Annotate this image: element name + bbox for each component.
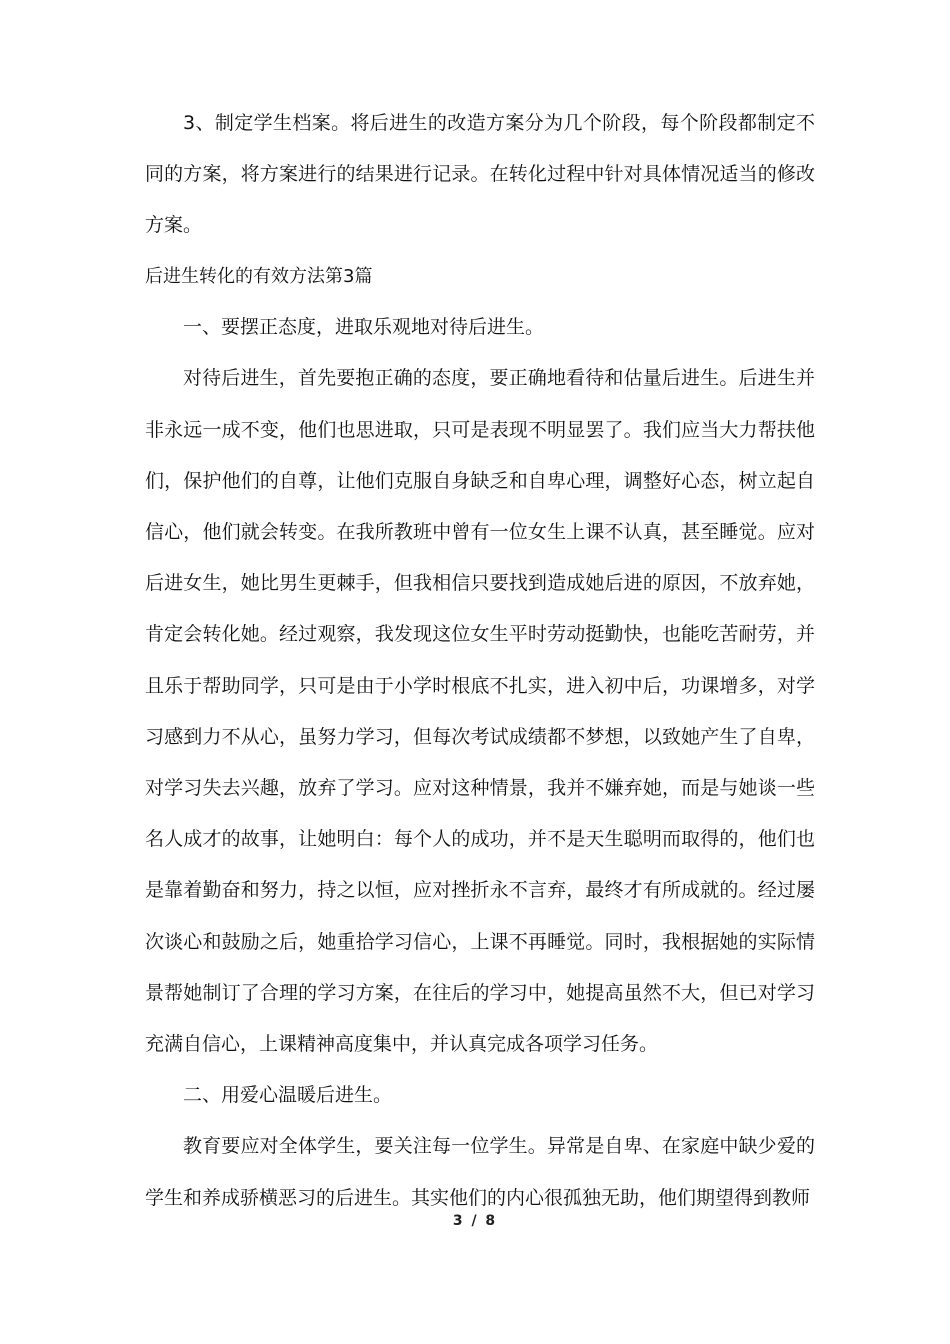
paragraph-love: 教育要应对全体学生，要关注每一位学生。异常是自卑、在家庭中缺少爱的学生和养成骄横恶习的后进生。其实他们的内心很孤独无助，他们期望得到教师 bbox=[145, 1135, 815, 1209]
section-heading: 后进生转化的有效方法第3篇 bbox=[145, 266, 373, 287]
paragraph-student-files: 3、制定学生档案。将后进生的改造方案分为几个阶段，每个阶段都制定不同的方案，将方案进行的结果进行记录。在转化过程中针对具体情况适当的修改方案。 bbox=[145, 112, 815, 237]
paragraph-attitude: 对待后进生，首先要抱正确的态度，要正确地看待和估量后进生。后进生并非永远一成不变，他们也思进取，只可是表现不明显罢了。我们应当大力帮扶他们，保护他们的自尊，让他们克服自身缺乏和自卑心理，调整好心态，树立起自信心，他们就会转变。在我所教班中曾有一位女生上课不认真，甚至睡觉。应对后进女生，她比男生更棘手，但我相信只要找到造成她后进的原因，不放弃她，肯定会转化她。经过观察，我发现这位女生平时劳动挺勤快，也能吃苦耐劳，并且乐于帮助同学，只可是由于小学时根底不扎实，进入初中后，功课增多，对学习感到力不从心，虽努力学习，但每次考试成绩都不梦想，以致她产生了自卑，对学习失去兴趣，放弃了学习。应对这种情景，我并不嫌弃她，而是与她谈一些名人成才的故事，让她明白：每个人的成功，并不是天生聪明而取得的，他们也是靠着勤奋和努力，持之以恒，应对挫折永不言弃，最终才有所成就的。经过屡次谈心和鼓励之后，她重拾学习信心，上课不再睡觉。同时，我根据她的实际情景帮她制订了合理的学习方案，在往后的学习中，她提高虽然不大，但已对学习充满自信心，上课精神高度集中，并认真完成各项学习任务。 bbox=[145, 367, 815, 1056]
page-number: 3 / 8 bbox=[452, 1213, 498, 1229]
subheading-love: 二、用爱心温暖后进生。 bbox=[183, 1084, 393, 1107]
subheading-attitude: 一、要摆正态度，进取乐观地对待后进生。 bbox=[183, 316, 545, 339]
body-text-main bbox=[145, 251, 815, 1224]
body-text-top bbox=[145, 98, 815, 252]
